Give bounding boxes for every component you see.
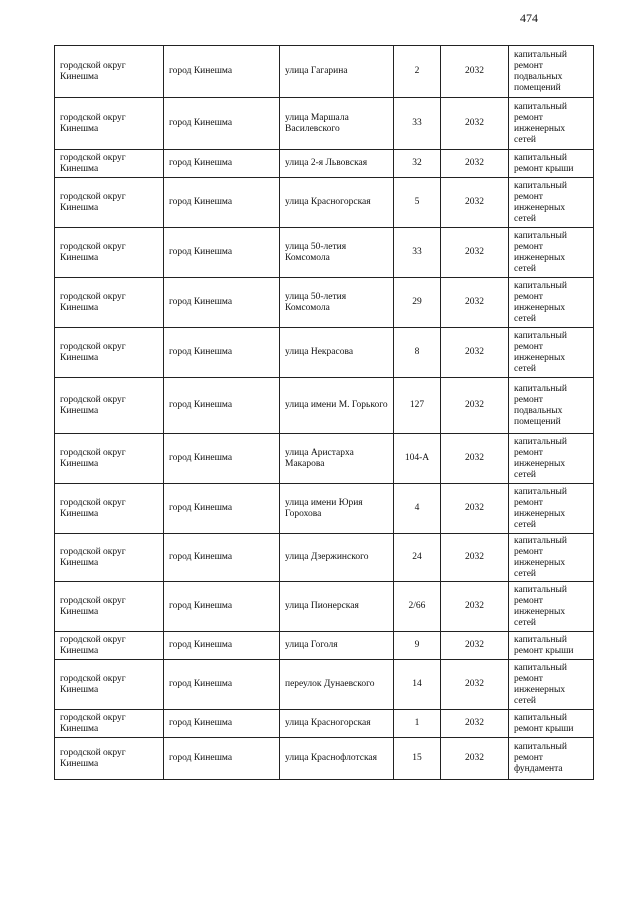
work-type-cell: капитальный ремонт инженерных сетей bbox=[509, 328, 594, 378]
year-cell: 2032 bbox=[441, 278, 509, 328]
city-cell: город Кинешма bbox=[164, 278, 280, 328]
house-cell: 104-А bbox=[394, 434, 441, 484]
street-cell: улица Краснофлотская bbox=[280, 738, 394, 780]
street-cell: улица 50-летия Комсомола bbox=[280, 228, 394, 278]
work-type-cell: капитальный ремонт подвальных помещений bbox=[509, 46, 594, 98]
street-cell: улица имени Юрия Горохова bbox=[280, 484, 394, 534]
street-cell: улица 2-я Львовская bbox=[280, 150, 394, 178]
table-row bbox=[55, 484, 594, 534]
street-cell: улица Красногорская bbox=[280, 710, 394, 738]
municipality-cell: городской округ Кинешма bbox=[55, 328, 164, 378]
year-cell: 2032 bbox=[441, 328, 509, 378]
city-cell: город Кинешма bbox=[164, 434, 280, 484]
city-cell: город Кинешма bbox=[164, 484, 280, 534]
year-cell: 2032 bbox=[441, 710, 509, 738]
work-type-cell: капитальный ремонт инженерных сетей bbox=[509, 178, 594, 228]
house-cell: 2 bbox=[394, 46, 441, 98]
year-cell: 2032 bbox=[441, 98, 509, 150]
table-row bbox=[55, 46, 594, 98]
house-cell: 29 bbox=[394, 278, 441, 328]
house-cell: 8 bbox=[394, 328, 441, 378]
table-row bbox=[55, 582, 594, 632]
work-type-cell: капитальный ремонт инженерных сетей bbox=[509, 434, 594, 484]
work-type-cell: капитальный ремонт инженерных сетей bbox=[509, 660, 594, 710]
year-cell: 2032 bbox=[441, 738, 509, 780]
city-cell: город Кинешма bbox=[164, 150, 280, 178]
work-type-cell: капитальный ремонт подвальных помещений bbox=[509, 378, 594, 434]
municipality-cell: городской округ Кинешма bbox=[55, 98, 164, 150]
street-cell: улица Некрасова bbox=[280, 328, 394, 378]
municipality-cell: городской округ Кинешма bbox=[55, 150, 164, 178]
house-cell: 15 bbox=[394, 738, 441, 780]
work-type-cell: капитальный ремонт инженерных сетей bbox=[509, 534, 594, 582]
municipality-cell: городской округ Кинешма bbox=[55, 738, 164, 780]
street-cell: переулок Дунаевского bbox=[280, 660, 394, 710]
municipality-cell: городской округ Кинешма bbox=[55, 582, 164, 632]
work-type-cell: капитальный ремонт фундамента bbox=[509, 738, 594, 780]
house-cell: 9 bbox=[394, 632, 441, 660]
house-cell: 2/66 bbox=[394, 582, 441, 632]
year-cell: 2032 bbox=[441, 178, 509, 228]
house-cell: 4 bbox=[394, 484, 441, 534]
municipality-cell: городской округ Кинешма bbox=[55, 434, 164, 484]
municipality-cell: городской округ Кинешма bbox=[55, 378, 164, 434]
street-cell: улица 50-летия Комсомола bbox=[280, 278, 394, 328]
city-cell: город Кинешма bbox=[164, 228, 280, 278]
year-cell: 2032 bbox=[441, 484, 509, 534]
city-cell: город Кинешма bbox=[164, 98, 280, 150]
table-row bbox=[55, 178, 594, 228]
table-row bbox=[55, 660, 594, 710]
year-cell: 2032 bbox=[441, 534, 509, 582]
table-row bbox=[55, 434, 594, 484]
year-cell: 2032 bbox=[441, 378, 509, 434]
table-row bbox=[55, 534, 594, 582]
table-row bbox=[55, 278, 594, 328]
table-row bbox=[55, 710, 594, 738]
city-cell: город Кинешма bbox=[164, 378, 280, 434]
city-cell: город Кинешма bbox=[164, 710, 280, 738]
year-cell: 2032 bbox=[441, 150, 509, 178]
house-cell: 33 bbox=[394, 228, 441, 278]
table-row bbox=[55, 378, 594, 434]
work-type-cell: капитальный ремонт крыши bbox=[509, 632, 594, 660]
work-type-cell: капитальный ремонт крыши bbox=[509, 150, 594, 178]
street-cell: улица Маршала Василевского bbox=[280, 98, 394, 150]
city-cell: город Кинешма bbox=[164, 632, 280, 660]
repair-schedule-table bbox=[54, 45, 594, 780]
street-cell: улица Пионерская bbox=[280, 582, 394, 632]
year-cell: 2032 bbox=[441, 228, 509, 278]
house-cell: 24 bbox=[394, 534, 441, 582]
municipality-cell: городской округ Кинешма bbox=[55, 710, 164, 738]
year-cell: 2032 bbox=[441, 660, 509, 710]
house-cell: 14 bbox=[394, 660, 441, 710]
table-row bbox=[55, 328, 594, 378]
street-cell: улица Аристарха Макарова bbox=[280, 434, 394, 484]
work-type-cell: капитальный ремонт инженерных сетей bbox=[509, 484, 594, 534]
table-row bbox=[55, 632, 594, 660]
work-type-cell: капитальный ремонт инженерных сетей bbox=[509, 278, 594, 328]
table-row bbox=[55, 150, 594, 178]
municipality-cell: городской округ Кинешма bbox=[55, 178, 164, 228]
table-row bbox=[55, 98, 594, 150]
city-cell: город Кинешма bbox=[164, 582, 280, 632]
municipality-cell: городской округ Кинешма bbox=[55, 228, 164, 278]
house-cell: 127 bbox=[394, 378, 441, 434]
street-cell: улица Гагарина bbox=[280, 46, 394, 98]
page-number: 474 bbox=[520, 11, 538, 25]
municipality-cell: городской округ Кинешма bbox=[55, 46, 164, 98]
house-cell: 5 bbox=[394, 178, 441, 228]
work-type-cell: капитальный ремонт инженерных сетей bbox=[509, 228, 594, 278]
year-cell: 2032 bbox=[441, 632, 509, 660]
house-cell: 33 bbox=[394, 98, 441, 150]
street-cell: улица Красногорская bbox=[280, 178, 394, 228]
year-cell: 2032 bbox=[441, 46, 509, 98]
street-cell: улица Дзержинского bbox=[280, 534, 394, 582]
work-type-cell: капитальный ремонт инженерных сетей bbox=[509, 98, 594, 150]
work-type-cell: капитальный ремонт инженерных сетей bbox=[509, 582, 594, 632]
city-cell: город Кинешма bbox=[164, 534, 280, 582]
table-row bbox=[55, 738, 594, 780]
street-cell: улица имени М. Горького bbox=[280, 378, 394, 434]
city-cell: город Кинешма bbox=[164, 46, 280, 98]
city-cell: город Кинешма bbox=[164, 178, 280, 228]
municipality-cell: городской округ Кинешма bbox=[55, 484, 164, 534]
year-cell: 2032 bbox=[441, 582, 509, 632]
house-cell: 32 bbox=[394, 150, 441, 178]
street-cell: улица Гоголя bbox=[280, 632, 394, 660]
year-cell: 2032 bbox=[441, 434, 509, 484]
city-cell: город Кинешма bbox=[164, 738, 280, 780]
city-cell: город Кинешма bbox=[164, 328, 280, 378]
table-body bbox=[55, 46, 594, 780]
work-type-cell: капитальный ремонт крыши bbox=[509, 710, 594, 738]
house-cell: 1 bbox=[394, 710, 441, 738]
municipality-cell: городской округ Кинешма bbox=[55, 632, 164, 660]
table-row bbox=[55, 228, 594, 278]
municipality-cell: городской округ Кинешма bbox=[55, 278, 164, 328]
city-cell: город Кинешма bbox=[164, 660, 280, 710]
municipality-cell: городской округ Кинешма bbox=[55, 534, 164, 582]
municipality-cell: городской округ Кинешма bbox=[55, 660, 164, 710]
